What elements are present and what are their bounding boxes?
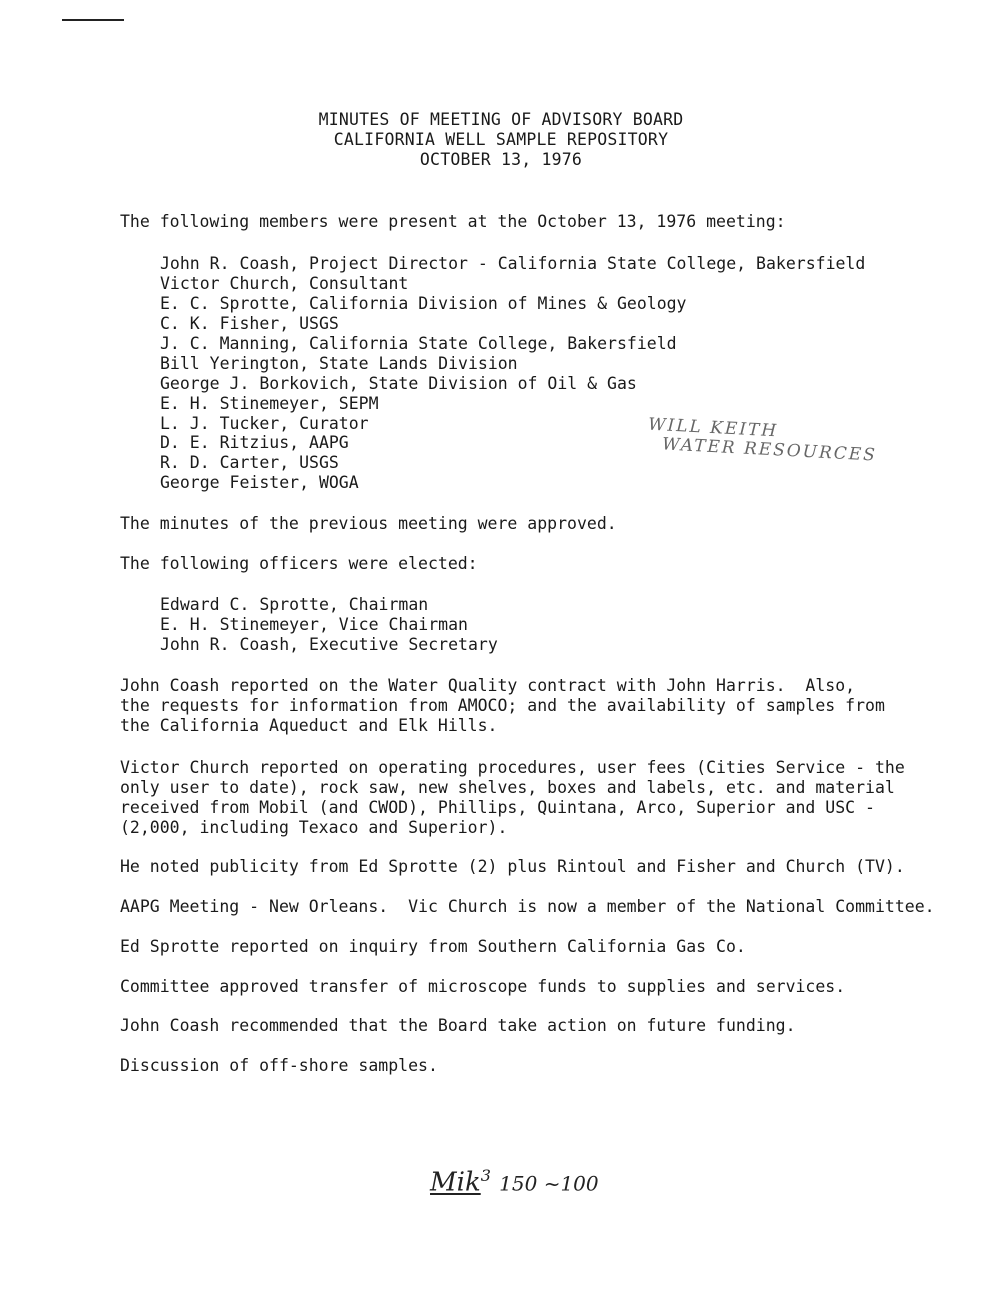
- member-11: R. D. Carter, USGS: [160, 453, 339, 472]
- member-5: J. C. Manning, California State College, Bakersfield: [160, 334, 677, 353]
- member-12: George Feister, WOGA: [160, 473, 359, 492]
- handwritten-footer: [430, 1166, 599, 1198]
- title-block: [0, 110, 1000, 170]
- handwritten-name: Mik: [430, 1167, 481, 1198]
- coash-report-line-1: John Coash reported on the Water Quality contract with John Harris. Also,: [120, 676, 856, 695]
- member-2: Victor Church, Consultant: [160, 274, 409, 293]
- church-report-line-2: only user to date), rock saw, new shelves, boxes and labels, etc. and material: [120, 778, 895, 797]
- funding-note: John Coash recommended that the Board take action on future funding.: [120, 1016, 796, 1035]
- member-8: E. H. Stinemeyer, SEPM: [160, 394, 379, 413]
- member-10: D. E. Ritzius, AAPG: [160, 433, 349, 452]
- aapg-note: AAPG Meeting - New Orleans. Vic Church is now a member of the National Committee.: [120, 897, 935, 916]
- member-7: George J. Borkovich, State Division of Oil & Gas: [160, 374, 637, 393]
- handwritten-numbers: 150 ~100: [499, 1171, 599, 1196]
- church-report-line-1: Victor Church reported on operating procedures, user fees (Cities Service - the: [120, 758, 905, 777]
- title-line-3: OCTOBER 13, 1976: [419, 150, 583, 169]
- member-9: L. J. Tucker, Curator: [160, 414, 369, 433]
- sprotte-note: Ed Sprotte reported on inquiry from Southern California Gas Co.: [120, 937, 746, 956]
- offshore-note: Discussion of off-shore samples.: [120, 1056, 438, 1075]
- corner-mark: [62, 19, 124, 21]
- title-line-2: CALIFORNIA WELL SAMPLE REPOSITORY: [333, 130, 669, 149]
- coash-report-line-2: the requests for information from AMOCO; and the availability of samples from: [120, 696, 885, 715]
- member-1: John R. Coash, Project Director - California State College, Bakersfield: [160, 254, 866, 273]
- coash-report-line-3: the California Aqueduct and Elk Hills.: [120, 716, 498, 735]
- member-4: C. K. Fisher, USGS: [160, 314, 339, 333]
- minutes-approved: The minutes of the previous meeting were approved.: [120, 514, 617, 533]
- handwritten-note-line-2: WATER RESOURCES: [661, 434, 878, 466]
- church-report-line-4: (2,000, including Texaco and Superior).: [120, 818, 508, 837]
- committee-note: Committee approved transfer of microscope funds to supplies and services.: [120, 977, 846, 996]
- officer-2: E. H. Stinemeyer, Vice Chairman: [160, 615, 468, 634]
- officer-1: Edward C. Sprotte, Chairman: [160, 595, 429, 614]
- handwritten-superscript: 3: [480, 1166, 491, 1185]
- officer-3: John R. Coash, Executive Secretary: [160, 635, 498, 654]
- officers-intro: The following officers were elected:: [120, 554, 478, 573]
- member-3: E. C. Sprotte, California Division of Mines & Geology: [160, 294, 687, 313]
- member-6: Bill Yerington, State Lands Division: [160, 354, 518, 373]
- title-line-1: MINUTES OF MEETING OF ADVISORY BOARD: [318, 110, 684, 129]
- attendance-intro: The following members were present at the October 13, 1976 meeting:: [120, 212, 786, 231]
- church-report-line-3: received from Mobil (and CWOD), Phillips, Quintana, Arco, Superior and USC -: [120, 798, 875, 817]
- publicity-note: He noted publicity from Ed Sprotte (2) plus Rintoul and Fisher and Church (TV).: [120, 857, 905, 876]
- handwritten-note-line-1: WILL KEITH: [647, 414, 779, 442]
